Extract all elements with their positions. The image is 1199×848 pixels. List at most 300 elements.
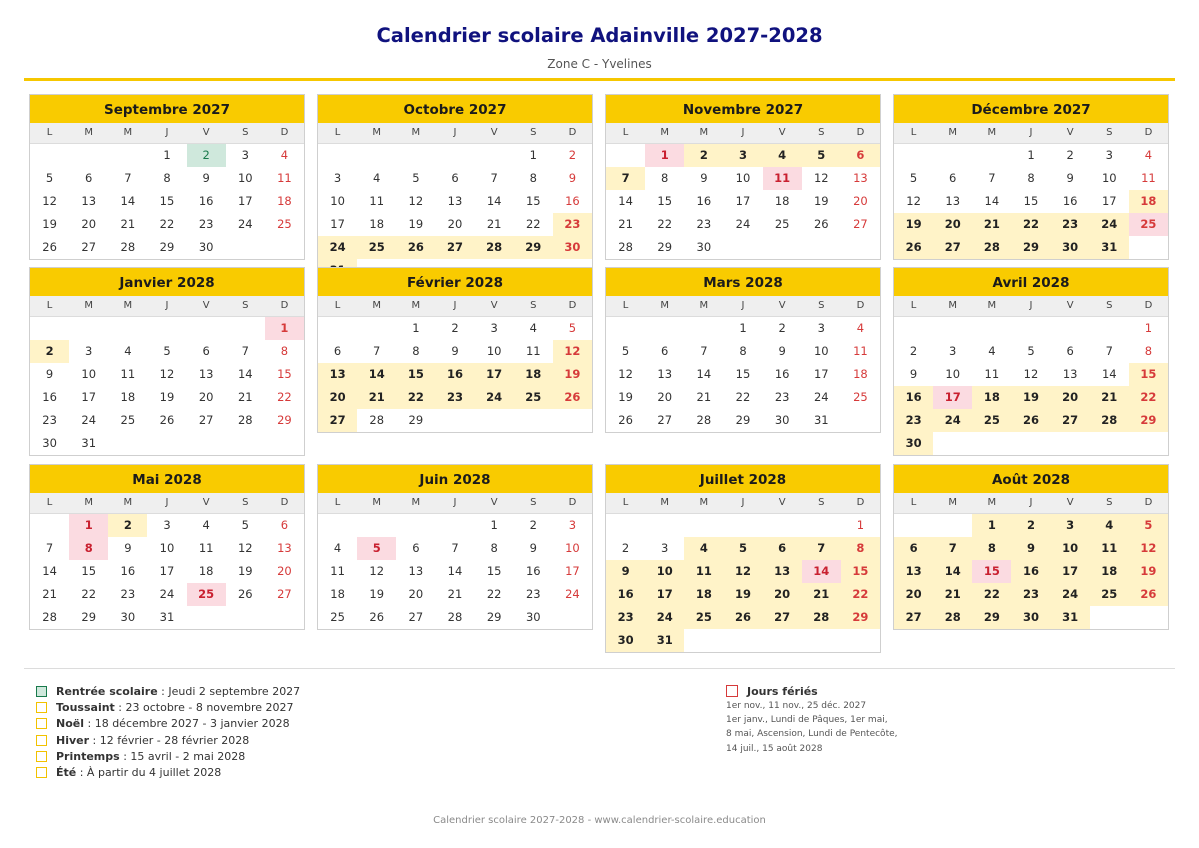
day-cell: 12 bbox=[1129, 537, 1168, 560]
day-cell: 1 bbox=[856, 518, 865, 532]
day-cell: 5 bbox=[723, 537, 762, 560]
day-cell: 24 bbox=[813, 390, 829, 404]
day-cell: 11 bbox=[763, 167, 802, 190]
weekday-label: M bbox=[660, 497, 670, 508]
day-cell: 12 bbox=[159, 367, 175, 381]
day-cell: 15 bbox=[486, 564, 502, 578]
day-cell: 22 bbox=[159, 217, 175, 231]
empty-day-cell bbox=[606, 514, 645, 537]
day-cell: 5 bbox=[909, 171, 918, 185]
day-cell: 9 bbox=[568, 171, 577, 185]
day-cell: 27 bbox=[318, 409, 357, 432]
day-cell: 3 bbox=[241, 148, 249, 162]
day-cell: 24 bbox=[159, 587, 175, 601]
day-cell: 20 bbox=[277, 564, 292, 578]
day-cell: 24 bbox=[1090, 213, 1129, 236]
day-cell: 26 bbox=[553, 386, 592, 409]
day-cell: 8 bbox=[490, 541, 498, 555]
weekday-label: V bbox=[490, 497, 498, 508]
day-cell: 27 bbox=[894, 606, 933, 629]
empty-day-cell bbox=[226, 317, 265, 340]
page-subtitle: Zone C - Yvelines bbox=[547, 57, 652, 71]
weekday-label: J bbox=[165, 497, 169, 508]
weekday-label: M bbox=[948, 300, 958, 311]
day-cell: 7 bbox=[451, 541, 459, 555]
weekday-label: J bbox=[741, 127, 745, 138]
day-cell: 7 bbox=[124, 171, 132, 185]
day-cell: 18 bbox=[514, 363, 553, 386]
day-cell: 21 bbox=[933, 583, 972, 606]
month-title: Juin 2028 bbox=[318, 465, 592, 493]
day-cell: 14 bbox=[933, 560, 972, 583]
day-cell: 14 bbox=[802, 560, 841, 583]
day-cell: 30 bbox=[120, 610, 136, 624]
weekday-header bbox=[606, 123, 880, 144]
day-cell: 1 bbox=[739, 321, 747, 335]
month-calendar bbox=[605, 267, 881, 433]
weekday-label: V bbox=[1066, 300, 1074, 311]
day-cell: 18 bbox=[972, 386, 1011, 409]
weekday-label: M bbox=[987, 127, 997, 138]
day-cell: 8 bbox=[69, 537, 108, 560]
day-cell: 5 bbox=[802, 144, 841, 167]
day-cell: 8 bbox=[661, 171, 669, 185]
day-cell: 3 bbox=[163, 518, 171, 532]
weekday-label: M bbox=[123, 300, 133, 311]
day-cell: 4 bbox=[856, 321, 865, 335]
weekday-label: S bbox=[818, 300, 825, 311]
day-cell: 26 bbox=[42, 240, 57, 254]
empty-day-cell bbox=[723, 514, 762, 537]
weekday-label: M bbox=[84, 300, 94, 311]
day-cell: 9 bbox=[124, 541, 132, 555]
day-cell: 22 bbox=[277, 390, 292, 404]
day-cell: 23 bbox=[774, 390, 790, 404]
weekday-header bbox=[894, 123, 1168, 144]
weekday-label: J bbox=[1029, 300, 1033, 311]
day-cell: 19 bbox=[369, 587, 385, 601]
day-cell: 3 bbox=[85, 344, 93, 358]
day-cell: 1 bbox=[1144, 321, 1153, 335]
legend-dates: : À partir du 4 juillet 2028 bbox=[76, 766, 222, 780]
day-cell: 17 bbox=[933, 386, 972, 409]
day-cell: 18 bbox=[330, 587, 345, 601]
day-cell: 10 bbox=[1051, 537, 1090, 560]
weekday-label: L bbox=[46, 497, 53, 508]
day-cell: 9 bbox=[700, 171, 708, 185]
weekday-label: D bbox=[856, 127, 865, 138]
day-cell: 31 bbox=[159, 610, 175, 624]
weekday-label: M bbox=[411, 300, 421, 311]
legend-divider bbox=[24, 668, 1175, 669]
weekday-label: L bbox=[910, 300, 917, 311]
day-cell: 13 bbox=[277, 541, 292, 555]
day-cell: 6 bbox=[841, 144, 880, 167]
day-cell: 13 bbox=[894, 560, 933, 583]
legend-item bbox=[36, 716, 300, 732]
empty-day-cell bbox=[933, 144, 972, 167]
weekday-label: J bbox=[1029, 497, 1033, 508]
day-cell: 24 bbox=[565, 587, 580, 601]
day-grid bbox=[606, 317, 880, 432]
day-cell: 28 bbox=[696, 413, 712, 427]
legend-item bbox=[36, 732, 300, 748]
weekday-label: J bbox=[165, 127, 169, 138]
empty-day-cell bbox=[684, 514, 723, 537]
month-calendar bbox=[605, 464, 881, 653]
day-cell: 7 bbox=[700, 344, 708, 358]
day-cell: 10 bbox=[813, 344, 829, 358]
day-cell: 19 bbox=[618, 390, 633, 404]
month-title: Novembre 2027 bbox=[606, 95, 880, 123]
empty-day-cell bbox=[972, 144, 1011, 167]
day-cell: 3 bbox=[333, 171, 342, 185]
day-cell: 30 bbox=[525, 610, 541, 624]
footer: Calendrier scolaire 2027-2028 - www.calendrier-scolaire.education bbox=[433, 815, 766, 826]
day-cell: 4 bbox=[124, 344, 132, 358]
day-cell: 5 bbox=[568, 321, 577, 335]
weekday-label: J bbox=[453, 127, 457, 138]
day-cell: 2 bbox=[187, 144, 226, 167]
day-cell: 23 bbox=[894, 409, 933, 432]
day-cell: 20 bbox=[853, 194, 868, 208]
day-cell: 9 bbox=[1066, 171, 1074, 185]
day-cell: 9 bbox=[529, 541, 537, 555]
day-cell: 16 bbox=[525, 564, 541, 578]
weekday-label: M bbox=[948, 127, 958, 138]
weekday-label: D bbox=[856, 497, 865, 508]
day-cell: 3 bbox=[661, 541, 669, 555]
day-cell: 2 bbox=[451, 321, 459, 335]
day-cell: 2 bbox=[1011, 514, 1050, 537]
day-cell: 28 bbox=[120, 240, 136, 254]
day-cell: 7 bbox=[373, 344, 381, 358]
month-title: Février 2028 bbox=[318, 268, 592, 296]
empty-day-cell bbox=[147, 317, 186, 340]
day-cell: 17 bbox=[645, 583, 684, 606]
day-cell: 9 bbox=[909, 367, 918, 381]
day-cell: 26 bbox=[1129, 583, 1168, 606]
day-cell: 24 bbox=[735, 217, 751, 231]
day-cell: 17 bbox=[159, 564, 175, 578]
month-calendar bbox=[605, 94, 881, 260]
day-cell: 6 bbox=[894, 537, 933, 560]
day-cell: 15 bbox=[81, 564, 97, 578]
weekday-label: M bbox=[123, 497, 133, 508]
weekday-label: S bbox=[530, 127, 537, 138]
day-cell: 29 bbox=[735, 413, 751, 427]
day-cell: 18 bbox=[198, 564, 214, 578]
legend-item bbox=[36, 699, 300, 715]
month-title: Décembre 2027 bbox=[894, 95, 1168, 123]
month-title: Avril 2028 bbox=[894, 268, 1168, 296]
day-cell: 19 bbox=[237, 564, 253, 578]
day-cell: 22 bbox=[486, 587, 502, 601]
empty-day-cell bbox=[933, 514, 972, 537]
day-cell: 20 bbox=[933, 213, 972, 236]
weekday-label: D bbox=[856, 300, 865, 311]
weekday-label: L bbox=[334, 497, 341, 508]
day-cell: 13 bbox=[198, 367, 214, 381]
day-cell: 13 bbox=[81, 194, 97, 208]
day-cell: 22 bbox=[972, 583, 1011, 606]
weekday-label: S bbox=[1106, 300, 1113, 311]
weekday-label: L bbox=[622, 497, 629, 508]
day-cell: 4 bbox=[333, 541, 342, 555]
day-cell: 27 bbox=[435, 236, 474, 259]
day-cell: 4 bbox=[763, 144, 802, 167]
day-cell: 18 bbox=[684, 583, 723, 606]
day-cell: 19 bbox=[813, 194, 829, 208]
empty-day-cell bbox=[69, 144, 108, 167]
day-cell: 21 bbox=[357, 386, 396, 409]
weekday-header bbox=[318, 493, 592, 514]
day-cell: 2 bbox=[778, 321, 786, 335]
day-cell: 17 bbox=[1051, 560, 1090, 583]
day-cell: 5 bbox=[241, 518, 249, 532]
day-cell: 14 bbox=[984, 194, 1000, 208]
day-cell: 3 bbox=[490, 321, 498, 335]
day-cell: 7 bbox=[1105, 344, 1113, 358]
day-cell: 27 bbox=[81, 240, 97, 254]
day-cell: 28 bbox=[802, 606, 841, 629]
day-cell: 15 bbox=[1129, 363, 1168, 386]
weekday-label: D bbox=[1144, 497, 1153, 508]
day-cell: 16 bbox=[1062, 194, 1078, 208]
day-cell: 8 bbox=[972, 537, 1011, 560]
day-cell: 5 bbox=[357, 537, 396, 560]
day-cell: 18 bbox=[277, 194, 292, 208]
day-cell: 24 bbox=[318, 236, 357, 259]
day-cell: 30 bbox=[696, 240, 712, 254]
day-grid bbox=[606, 514, 880, 652]
day-cell: 27 bbox=[853, 217, 868, 231]
day-cell: 8 bbox=[1144, 344, 1153, 358]
day-cell: 4 bbox=[1144, 148, 1153, 162]
vacances-swatch-icon bbox=[36, 735, 47, 746]
month-title: Juillet 2028 bbox=[606, 465, 880, 493]
day-cell: 29 bbox=[81, 610, 97, 624]
weekday-label: D bbox=[280, 497, 289, 508]
empty-day-cell bbox=[1090, 317, 1129, 340]
day-cell: 4 bbox=[202, 518, 210, 532]
day-cell: 1 bbox=[529, 148, 537, 162]
day-cell: 29 bbox=[486, 610, 502, 624]
day-cell: 16 bbox=[435, 363, 474, 386]
day-cell: 9 bbox=[1011, 537, 1050, 560]
vacances-swatch-icon bbox=[36, 751, 47, 762]
weekday-header bbox=[30, 493, 304, 514]
empty-day-cell bbox=[475, 144, 514, 167]
day-cell: 31 bbox=[81, 436, 97, 450]
day-cell: 25 bbox=[514, 386, 553, 409]
day-cell: 20 bbox=[408, 587, 424, 601]
weekday-header bbox=[894, 493, 1168, 514]
day-cell: 23 bbox=[435, 386, 474, 409]
day-grid bbox=[318, 144, 592, 282]
weekday-label: D bbox=[568, 497, 577, 508]
day-cell: 17 bbox=[475, 363, 514, 386]
day-cell: 15 bbox=[972, 560, 1011, 583]
day-cell: 1 bbox=[412, 321, 420, 335]
empty-day-cell bbox=[318, 144, 357, 167]
weekday-label: S bbox=[818, 497, 825, 508]
day-cell: 22 bbox=[735, 390, 751, 404]
empty-day-cell bbox=[108, 317, 147, 340]
day-cell: 30 bbox=[198, 240, 214, 254]
weekday-label: D bbox=[280, 127, 289, 138]
day-cell: 29 bbox=[277, 413, 292, 427]
day-cell: 13 bbox=[945, 194, 961, 208]
day-cell: 26 bbox=[1011, 409, 1050, 432]
day-cell: 8 bbox=[412, 344, 420, 358]
weekday-label: D bbox=[568, 127, 577, 138]
empty-day-cell bbox=[802, 514, 841, 537]
day-cell: 29 bbox=[159, 240, 175, 254]
day-cell: 31 bbox=[1051, 606, 1090, 629]
day-cell: 10 bbox=[735, 171, 751, 185]
day-cell: 28 bbox=[447, 610, 463, 624]
empty-day-cell bbox=[396, 144, 435, 167]
day-cell: 18 bbox=[1129, 190, 1168, 213]
day-cell: 2 bbox=[568, 148, 577, 162]
day-cell: 26 bbox=[813, 217, 829, 231]
weekday-label: J bbox=[165, 300, 169, 311]
day-cell: 19 bbox=[408, 217, 424, 231]
day-cell: 10 bbox=[486, 344, 502, 358]
day-cell: 12 bbox=[237, 541, 253, 555]
empty-day-cell bbox=[1011, 317, 1050, 340]
day-cell: 13 bbox=[408, 564, 424, 578]
day-cell: 3 bbox=[817, 321, 825, 335]
day-cell: 15 bbox=[657, 194, 673, 208]
day-cell: 19 bbox=[1011, 386, 1050, 409]
month-calendar bbox=[893, 94, 1169, 260]
day-cell: 27 bbox=[408, 610, 424, 624]
day-cell: 10 bbox=[237, 171, 253, 185]
day-cell: 29 bbox=[514, 236, 553, 259]
day-cell: 26 bbox=[159, 413, 175, 427]
day-cell: 29 bbox=[408, 413, 424, 427]
day-cell: 31 bbox=[1090, 236, 1129, 259]
day-cell: 31 bbox=[645, 629, 684, 652]
day-cell: 25 bbox=[972, 409, 1011, 432]
weekday-label: S bbox=[818, 127, 825, 138]
day-cell: 27 bbox=[1051, 409, 1090, 432]
day-cell: 11 bbox=[369, 194, 385, 208]
legend-item bbox=[36, 764, 300, 780]
day-cell: 27 bbox=[198, 413, 214, 427]
weekday-label: L bbox=[334, 300, 341, 311]
day-cell: 29 bbox=[1011, 236, 1050, 259]
day-cell: 31 bbox=[813, 413, 829, 427]
legend-name: Rentrée scolaire bbox=[56, 684, 158, 698]
day-cell: 17 bbox=[81, 390, 97, 404]
day-grid bbox=[30, 514, 304, 629]
day-cell: 26 bbox=[237, 587, 253, 601]
day-cell: 19 bbox=[1129, 560, 1168, 583]
day-cell: 7 bbox=[988, 171, 996, 185]
empty-day-cell bbox=[30, 514, 69, 537]
weekday-label: M bbox=[372, 127, 382, 138]
weekday-label: M bbox=[411, 127, 421, 138]
day-cell: 6 bbox=[333, 344, 342, 358]
day-cell: 14 bbox=[696, 367, 712, 381]
day-cell: 18 bbox=[1090, 560, 1129, 583]
day-cell: 30 bbox=[606, 629, 645, 652]
day-cell: 2 bbox=[684, 144, 723, 167]
day-cell: 19 bbox=[894, 213, 933, 236]
weekday-label: M bbox=[372, 300, 382, 311]
day-cell: 1 bbox=[972, 514, 1011, 537]
feries-line: 1er janv., Lundi de Pâques, 1er mai, bbox=[726, 715, 888, 726]
month-title: Octobre 2027 bbox=[318, 95, 592, 123]
empty-day-cell bbox=[318, 317, 357, 340]
day-cell: 28 bbox=[237, 413, 253, 427]
day-cell: 19 bbox=[553, 363, 592, 386]
weekday-header bbox=[30, 296, 304, 317]
day-cell: 26 bbox=[618, 413, 633, 427]
day-cell: 25 bbox=[330, 610, 345, 624]
weekday-label: D bbox=[280, 300, 289, 311]
day-cell: 16 bbox=[606, 583, 645, 606]
day-cell: 6 bbox=[763, 537, 802, 560]
day-grid bbox=[30, 317, 304, 455]
day-cell: 20 bbox=[1051, 386, 1090, 409]
weekday-label: M bbox=[84, 127, 94, 138]
day-cell: 17 bbox=[735, 194, 751, 208]
day-cell: 7 bbox=[241, 344, 249, 358]
day-cell: 2 bbox=[909, 344, 918, 358]
day-cell: 29 bbox=[841, 606, 880, 629]
day-cell: 25 bbox=[1090, 583, 1129, 606]
day-cell: 10 bbox=[945, 367, 961, 381]
weekday-label: L bbox=[622, 127, 629, 138]
empty-day-cell bbox=[684, 317, 723, 340]
day-cell: 4 bbox=[373, 171, 381, 185]
weekday-label: S bbox=[1106, 127, 1113, 138]
page-title: Calendrier scolaire Adainville 2027-2028 bbox=[376, 24, 823, 47]
weekday-label: S bbox=[242, 300, 249, 311]
weekday-label: S bbox=[530, 497, 537, 508]
day-cell: 11 bbox=[330, 564, 345, 578]
empty-day-cell bbox=[435, 514, 474, 537]
weekday-label: V bbox=[202, 127, 210, 138]
legend-dates: : 18 décembre 2027 - 3 janvier 2028 bbox=[84, 717, 290, 731]
day-cell: 26 bbox=[369, 610, 385, 624]
weekday-label: V bbox=[1066, 127, 1074, 138]
day-cell: 24 bbox=[645, 606, 684, 629]
day-cell: 30 bbox=[1051, 236, 1090, 259]
legend-dates: : Jeudi 2 septembre 2027 bbox=[157, 684, 301, 698]
day-cell: 11 bbox=[853, 344, 868, 358]
day-grid bbox=[606, 144, 880, 259]
day-cell: 16 bbox=[42, 390, 57, 404]
day-cell: 28 bbox=[972, 236, 1011, 259]
day-cell: 10 bbox=[565, 541, 580, 555]
day-cell: 26 bbox=[894, 236, 933, 259]
day-cell: 10 bbox=[645, 560, 684, 583]
day-cell: 29 bbox=[657, 240, 673, 254]
weekday-label: M bbox=[699, 300, 709, 311]
day-cell: 22 bbox=[396, 386, 435, 409]
day-cell: 11 bbox=[684, 560, 723, 583]
empty-day-cell bbox=[108, 144, 147, 167]
day-cell: 14 bbox=[357, 363, 396, 386]
day-cell: 16 bbox=[1011, 560, 1050, 583]
month-title: Mai 2028 bbox=[30, 465, 304, 493]
legend-name: Toussaint bbox=[56, 700, 115, 714]
